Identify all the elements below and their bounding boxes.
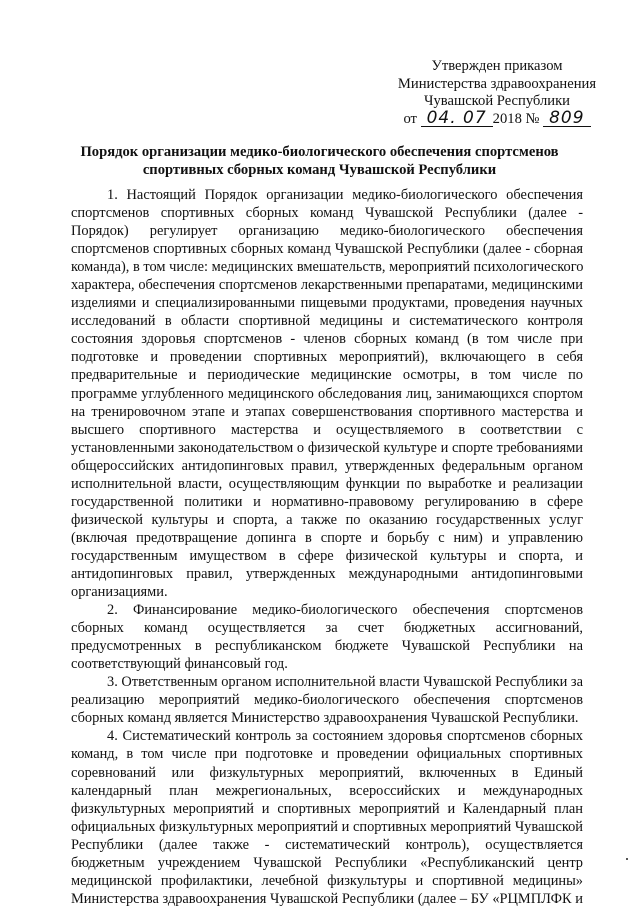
body-line: изделиями и специализированными пищевыми продуктами, проведения научных [71,295,583,312]
title-line: спортивных сборных команд Чувашской Республики [142,162,497,178]
body-line: антидопинговых правил, утвержденных международными антидопинговыми [71,565,583,582]
body-line: физкультурных мероприятий и спортивных мероприятий и Календарный план [71,800,583,817]
body-line: высшего спортивного мастерства и осуществляемого в соответствии с [71,421,583,438]
body-line: спортсменов спортивных сборных команд Чувашской Республики (далее - сборная [71,241,583,258]
approval-line: Утвержден приказом [431,58,563,74]
body-line: программе углубленного медицинского обследования лиц, занимающихся спортом [71,385,583,402]
body-line: календарный план межрегиональных, всероссийских и международных [71,782,583,799]
document-title [40,143,599,179]
body-line: соревнований или физкультурных мероприятий, включенных в Единый [71,764,583,781]
body-line: исследований в области спортивной медицины и систематического контроля [71,313,583,330]
body-line: команда), в том числе: медицинских вмешательств, мероприятий психологического [71,259,584,276]
body-line: Республики (далее также - систематический контроль), осуществляется [71,836,583,853]
body-line: 3. Ответственным органом исполнительной власти Чувашской Республики за [107,674,583,691]
body-line: Порядок) регулирует организацию медико-биологического обеспечения [71,223,583,240]
approval-block [372,58,622,128]
body-line: характера, обеспечения спортсменов лекарственными препаратами, медицинскими [71,277,583,294]
body-line: (включая предотвращение допинга в спорте и борьбу с ним) и управлению [71,529,583,546]
approval-date-line [372,107,622,129]
body-line: сборных команд является Министерство здравоохранения Чувашской Республики. [71,710,579,727]
body-line: государственным имуществом в сфере физической культуры и спорта, и [71,547,583,564]
body-line: исполнительной власти, осуществляющим функции по выработке и реализации [71,475,583,492]
document-body [71,186,584,908]
handwritten-date: 04. 07 [421,111,493,127]
body-line: состояния здоровья спортсменов - членов сборных команд (в том числе при [71,331,583,348]
title-line: Порядок организации медико-биологического обеспечения спортсменов [80,144,559,160]
date-prefix: от [403,110,417,127]
date-year: 2018 № [492,110,540,127]
scan-mark [626,858,628,860]
handwritten-order-number: 809 [543,111,590,127]
body-line: сборных команд осуществляется за счет бюджетных ассигнований, [71,620,583,637]
body-line: государственной политики и нормативно-правовому регулированию в сфере [71,493,583,510]
body-line: физической культуры и спорта, а также по оказанию государственных услуг [71,511,583,528]
body-line: 2. Финансирование медико-биологического обеспечения спортсменов [107,602,583,619]
body-line: предварительные и периодические медицинские осмотры, в том числе по [71,367,583,384]
body-line: Министерства здравоохранения Чувашской Республики (далее – БУ «РЦМПЛФК и [71,890,583,907]
body-line: общероссийских антидопинговых правил, утвержденных федеральным органом [71,457,583,474]
approval-line: Чувашской Республики [424,93,570,109]
body-line: 4. Систематический контроль за состоянием здоровья спортсменов сборных [107,728,583,745]
body-line: подготовке и проведении спортивных мероприятий), включающего в себя [71,349,583,366]
body-line: организациями. [71,584,168,601]
body-line: на тренировочном этапе и этапах совершенствования спортивного мастерства и [71,403,583,420]
body-line: медицинской профилактики, лечебной физкультуры и спортивной медицины» [71,872,583,889]
body-line: установленными законодательством о физической культуре и спорте требованиями [71,439,583,456]
body-line: реализацию мероприятий медико-биологического обеспечения спортсменов [71,692,583,709]
body-line: предусмотренных в республиканском бюджете Чувашской Республики на [71,638,583,655]
approval-line: Министерства здравоохранения [397,75,597,92]
body-line: команд, в том числе при подготовке и проведении официальных спортивных [71,746,583,763]
body-line: официальных физкультурных мероприятий и спортивных мероприятий Чувашской [71,818,583,835]
body-line: 1. Настоящий Порядок организации медико-биологического обеспечения [107,187,583,203]
body-line: спортсменов спортивных сборных команд Чувашской Республики (далее - [71,205,583,222]
body-line: бюджетным учреждением Чувашской Республики «Республиканский центр [71,854,583,871]
body-line: соответствующий финансовый год. [71,656,288,673]
